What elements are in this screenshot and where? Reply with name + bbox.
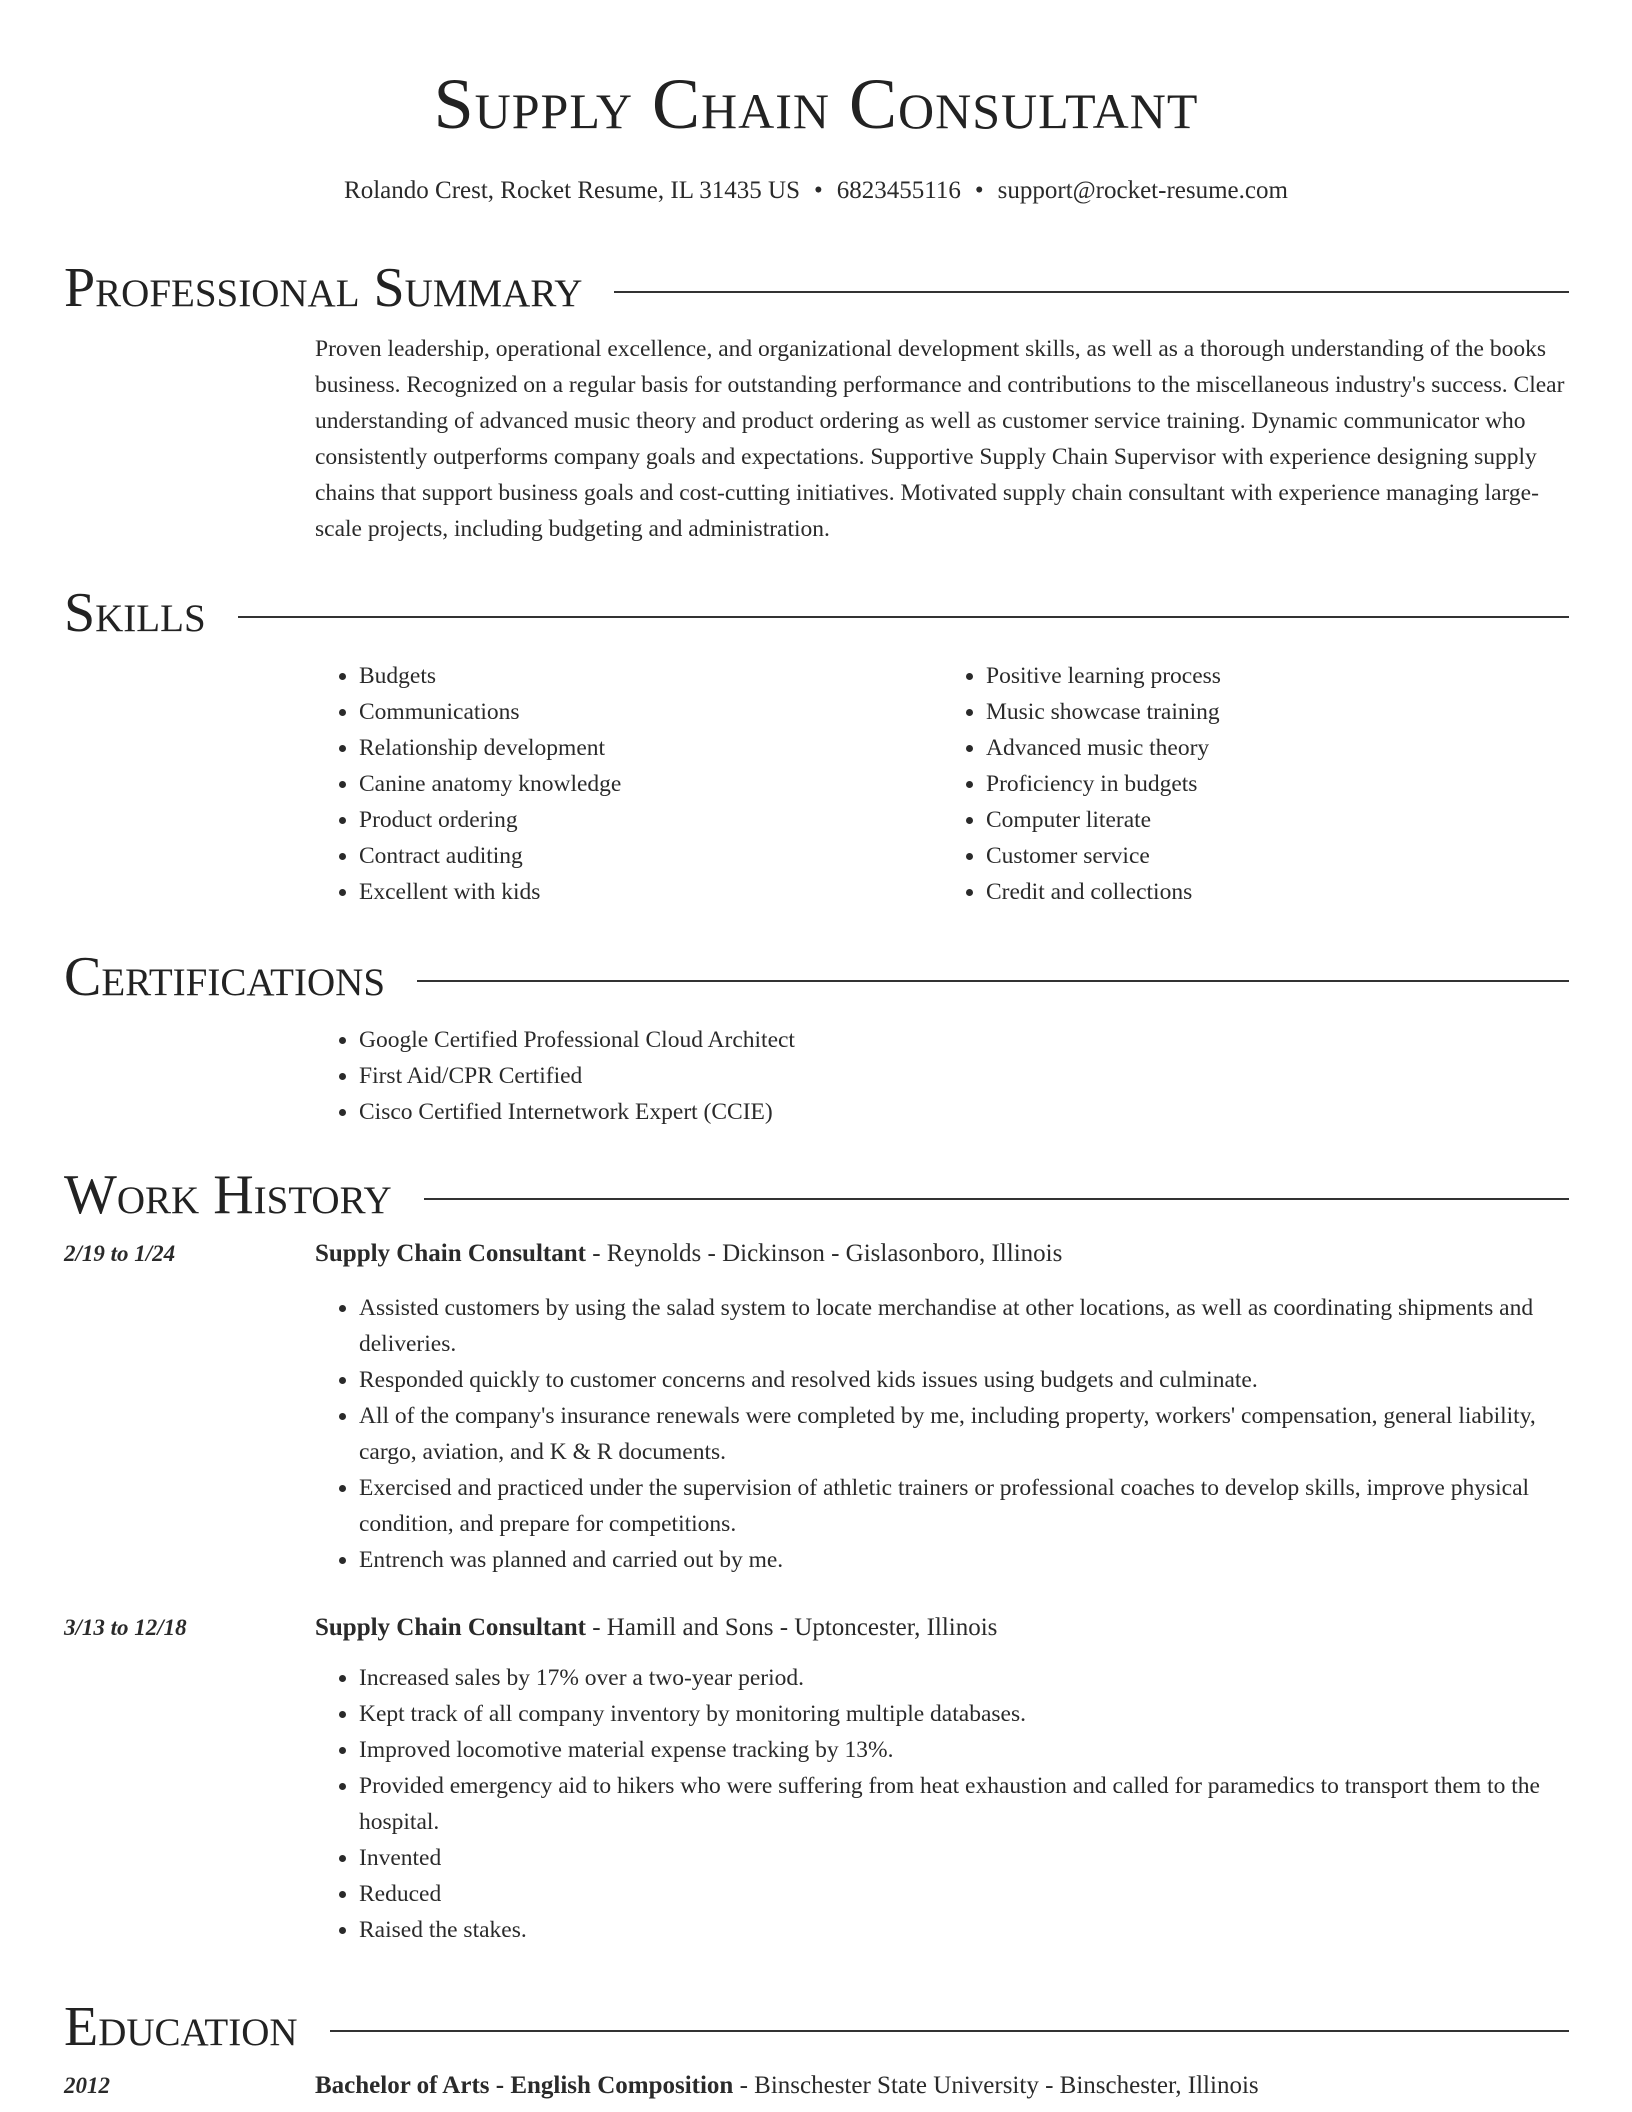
contact-phone: 6823455116 bbox=[836, 177, 961, 204]
section-title-summary: Professional Summary bbox=[64, 257, 583, 319]
contact-separator: • bbox=[814, 177, 823, 204]
section-divider bbox=[330, 2030, 1569, 2032]
certifications-content bbox=[315, 1012, 1569, 1130]
skill-item: • Computer literate bbox=[986, 802, 1569, 838]
skill-item: • Advanced music theory bbox=[986, 730, 1569, 766]
job-title: Supply Chain Consultant bbox=[315, 1240, 586, 1267]
summary-content bbox=[315, 323, 1569, 547]
job-company: - Hamill and Sons - Uptoncester, Illinois bbox=[585, 1614, 998, 1641]
job-bullet: • Improved locomotive material expense tracking by 13%. bbox=[359, 1732, 1569, 1768]
job-bullet: • Provided emergency aid to hikers who were suffering from heat exhaustion and called for paramedics to transport them to the hospital. bbox=[359, 1768, 1569, 1840]
job-body bbox=[315, 1610, 1569, 1948]
skill-item: • Positive learning process bbox=[986, 658, 1569, 694]
job-company: - Reynolds - Dickinson - Gislasonboro, Illinois bbox=[585, 1240, 1063, 1267]
contact-separator: • bbox=[974, 177, 984, 204]
job-bullet: • Invented bbox=[359, 1840, 1569, 1876]
job-heading bbox=[315, 1610, 1569, 1646]
job-bullet: • Exercised and practiced under the supervision of athletic trainers or professional coaches to develop skills, improve physical condition, and prepare for competitions. bbox=[359, 1470, 1569, 1542]
job-entry bbox=[64, 1236, 1569, 1578]
section-header bbox=[64, 253, 1569, 323]
section-divider bbox=[238, 616, 1569, 618]
section-title-skills: Skills bbox=[64, 582, 206, 644]
job-entry bbox=[64, 1610, 1569, 1948]
job-bullet: • Raised the stakes. bbox=[359, 1912, 1569, 1948]
skill-item: • Relationship development bbox=[359, 730, 942, 766]
section-header bbox=[64, 1160, 1569, 1230]
certification-item: • Google Certified Professional Cloud Architect bbox=[359, 1022, 1569, 1058]
skills-column-left bbox=[315, 658, 942, 910]
job-bullet: • Reduced bbox=[359, 1876, 1569, 1912]
section-divider bbox=[417, 980, 1569, 982]
education-body bbox=[315, 2068, 1569, 2104]
job-bullets bbox=[315, 1290, 1569, 1578]
section-header bbox=[64, 578, 1569, 648]
skill-item: • Excellent with kids bbox=[359, 874, 942, 910]
skill-item: • Proficiency in budgets bbox=[986, 766, 1569, 802]
skill-item: • Credit and collections bbox=[986, 874, 1569, 910]
certifications-section bbox=[64, 942, 1569, 1130]
education-school: - Binschester State University - Binschester, Illinois bbox=[733, 2072, 1259, 2099]
section-divider bbox=[424, 1198, 1569, 1200]
job-heading bbox=[315, 1236, 1569, 1272]
section-header bbox=[64, 1992, 1569, 2062]
section-divider bbox=[614, 291, 1569, 293]
job-dates: 2/19 to 1/24 bbox=[64, 1241, 176, 1266]
education-entry bbox=[64, 2068, 1569, 2104]
work-history-section bbox=[64, 1160, 1569, 1948]
job-bullet: • Assisted customers by using the salad system to locate merchandise at other locations, as well as coordinating shipments and deliveries. bbox=[359, 1290, 1569, 1362]
contact-address: Rolando Crest, Rocket Resume, IL 31435 US bbox=[344, 177, 801, 204]
job-bullet: • Responded quickly to customer concerns and resolved kids issues using budgets and culminate. bbox=[359, 1362, 1569, 1398]
skill-item: • Music showcase training bbox=[986, 694, 1569, 730]
job-dates: 3/13 to 12/18 bbox=[64, 1615, 187, 1640]
skills-section bbox=[64, 578, 1569, 910]
skill-item: • Product ordering bbox=[359, 802, 942, 838]
job-body bbox=[315, 1236, 1569, 1578]
contact-email: support@rocket-resume.com bbox=[997, 177, 1288, 204]
education-heading bbox=[315, 2068, 1569, 2104]
job-bullet: • Increased sales by 17% over a two-year period. bbox=[359, 1660, 1569, 1696]
section-title-certifications: Certifications bbox=[64, 946, 386, 1008]
skills-column-right bbox=[942, 658, 1569, 910]
section-header bbox=[64, 942, 1569, 1012]
summary-section bbox=[64, 253, 1569, 547]
skill-item: • Communications bbox=[359, 694, 942, 730]
contact-line bbox=[0, 174, 1632, 208]
skill-item: • Contract auditing bbox=[359, 838, 942, 874]
education-section bbox=[64, 1992, 1569, 2104]
skill-item: • Customer service bbox=[986, 838, 1569, 874]
skill-item: • Budgets bbox=[359, 658, 942, 694]
education-year: 2012 bbox=[64, 2073, 110, 2098]
page-title: Supply Chain Consultant bbox=[433, 64, 1199, 144]
job-bullet: • Kept track of all company inventory by monitoring multiple databases. bbox=[359, 1696, 1569, 1732]
job-title: Supply Chain Consultant bbox=[315, 1614, 586, 1641]
section-title-work-history: Work History bbox=[64, 1164, 392, 1226]
skill-item: • Canine anatomy knowledge bbox=[359, 766, 942, 802]
job-bullet: • Entrench was planned and carried out by me. bbox=[359, 1542, 1569, 1578]
skills-list bbox=[315, 648, 1569, 910]
certification-item: • Cisco Certified Internetwork Expert (CCIE) bbox=[359, 1094, 1569, 1130]
certification-item: • First Aid/CPR Certified bbox=[359, 1058, 1569, 1094]
summary-text: Proven leadership, operational excellence, and organizational development skills, as well as a thorough understanding of the books business. Recognized on a regular basis for outstanding performance and contributions to the miscellaneous industry's success. Clear understanding of advanced music theory and product ordering as well as customer service training. Dynamic communicator who consistently outperforms company goals and expectations. Supportive Supply Chain Supervisor with experience designing supply chains that support business goals and cost-cutting initiatives. Motivated supply chain consultant with experience managing large-scale projects, including budgeting and administration. bbox=[315, 336, 1565, 542]
job-bullets bbox=[315, 1660, 1569, 1948]
job-bullet: • All of the company's insurance renewals were completed by me, including property, workers' compensation, general liability, cargo, aviation, and K & R documents. bbox=[359, 1398, 1569, 1470]
section-title-education: Education bbox=[64, 1996, 298, 2058]
certifications-list bbox=[315, 1022, 1569, 1130]
education-degree: Bachelor of Arts - English Composition bbox=[315, 2072, 734, 2099]
